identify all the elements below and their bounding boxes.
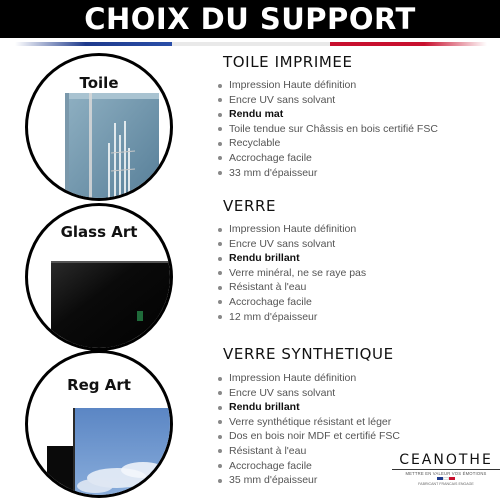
- list-item: Verre minéral, ne se raye pas: [217, 266, 366, 281]
- brand-flag-icon: [392, 477, 500, 480]
- list-item: 12 mm d'épaisseur: [217, 310, 366, 325]
- list-item: Encre UV sans solvant: [217, 386, 400, 401]
- header-banner: [0, 0, 500, 38]
- brand-tagline: METTRE EN VALEUR VOS ÉMOTIONS: [392, 469, 500, 476]
- glass-art-label: Glass Art: [60, 223, 138, 241]
- list-item: Encre UV sans solvant: [217, 237, 366, 252]
- list-item: Accrochage facile: [217, 295, 366, 310]
- glass-art-preview-circle: [25, 203, 173, 351]
- list-item: Verre synthétique résistant et léger: [217, 415, 400, 430]
- synthetic-glass-sample-image: [25, 350, 173, 498]
- brand-logo: [392, 452, 500, 486]
- glass-sample-image: [25, 203, 173, 351]
- brand-subline: FABRICANT FRANCAIS ENGAGE: [418, 482, 474, 486]
- canvas-sample-image: [25, 53, 173, 201]
- flag-white-stripe: [172, 42, 329, 46]
- feature-list-verre: [217, 222, 366, 324]
- feature-list-verre-synthetique: [217, 371, 400, 488]
- list-item: Résistant à l'eau: [217, 444, 400, 459]
- flag-red-stripe: [330, 42, 487, 46]
- reg-art-preview-circle: [25, 350, 173, 498]
- section-title-verre-synthetique: VERRE SYNTHETIQUE: [223, 345, 394, 363]
- list-item: Impression Haute définition: [217, 371, 400, 386]
- list-item: Impression Haute définition: [217, 222, 366, 237]
- list-item-emphasis: Rendu mat: [217, 107, 438, 122]
- list-item: 35 mm d'épaisseur: [217, 473, 400, 488]
- feature-list-toile: [217, 78, 438, 180]
- reg-art-label: Reg Art: [67, 376, 131, 394]
- section-title-toile: TOILE IMPRIMEE: [223, 53, 353, 71]
- toile-label: Toile: [79, 74, 119, 92]
- list-item: Accrochage facile: [217, 459, 400, 474]
- section-title-verre: VERRE: [223, 197, 277, 215]
- flag-blue-stripe: [15, 42, 172, 46]
- french-flag-divider: [15, 42, 487, 46]
- list-item: 33 mm d'épaisseur: [217, 166, 438, 181]
- list-item: Impression Haute définition: [217, 78, 438, 93]
- list-item: Toile tendue sur Châssis en bois certifié FSC: [217, 122, 438, 137]
- list-item-emphasis: Rendu brillant: [217, 251, 366, 266]
- list-item: Accrochage facile: [217, 151, 438, 166]
- list-item: Recyclable: [217, 136, 438, 151]
- list-item: Encre UV sans solvant: [217, 93, 438, 108]
- list-item: Résistant à l'eau: [217, 280, 366, 295]
- page-title: CHOIX DU SUPPORT: [84, 1, 416, 36]
- list-item-emphasis: Rendu brillant: [217, 400, 400, 415]
- brand-name: CEANOTHE: [399, 452, 493, 468]
- list-item: Dos en bois noir MDF et certifié FSC: [217, 429, 400, 444]
- toile-preview-circle: [25, 53, 173, 201]
